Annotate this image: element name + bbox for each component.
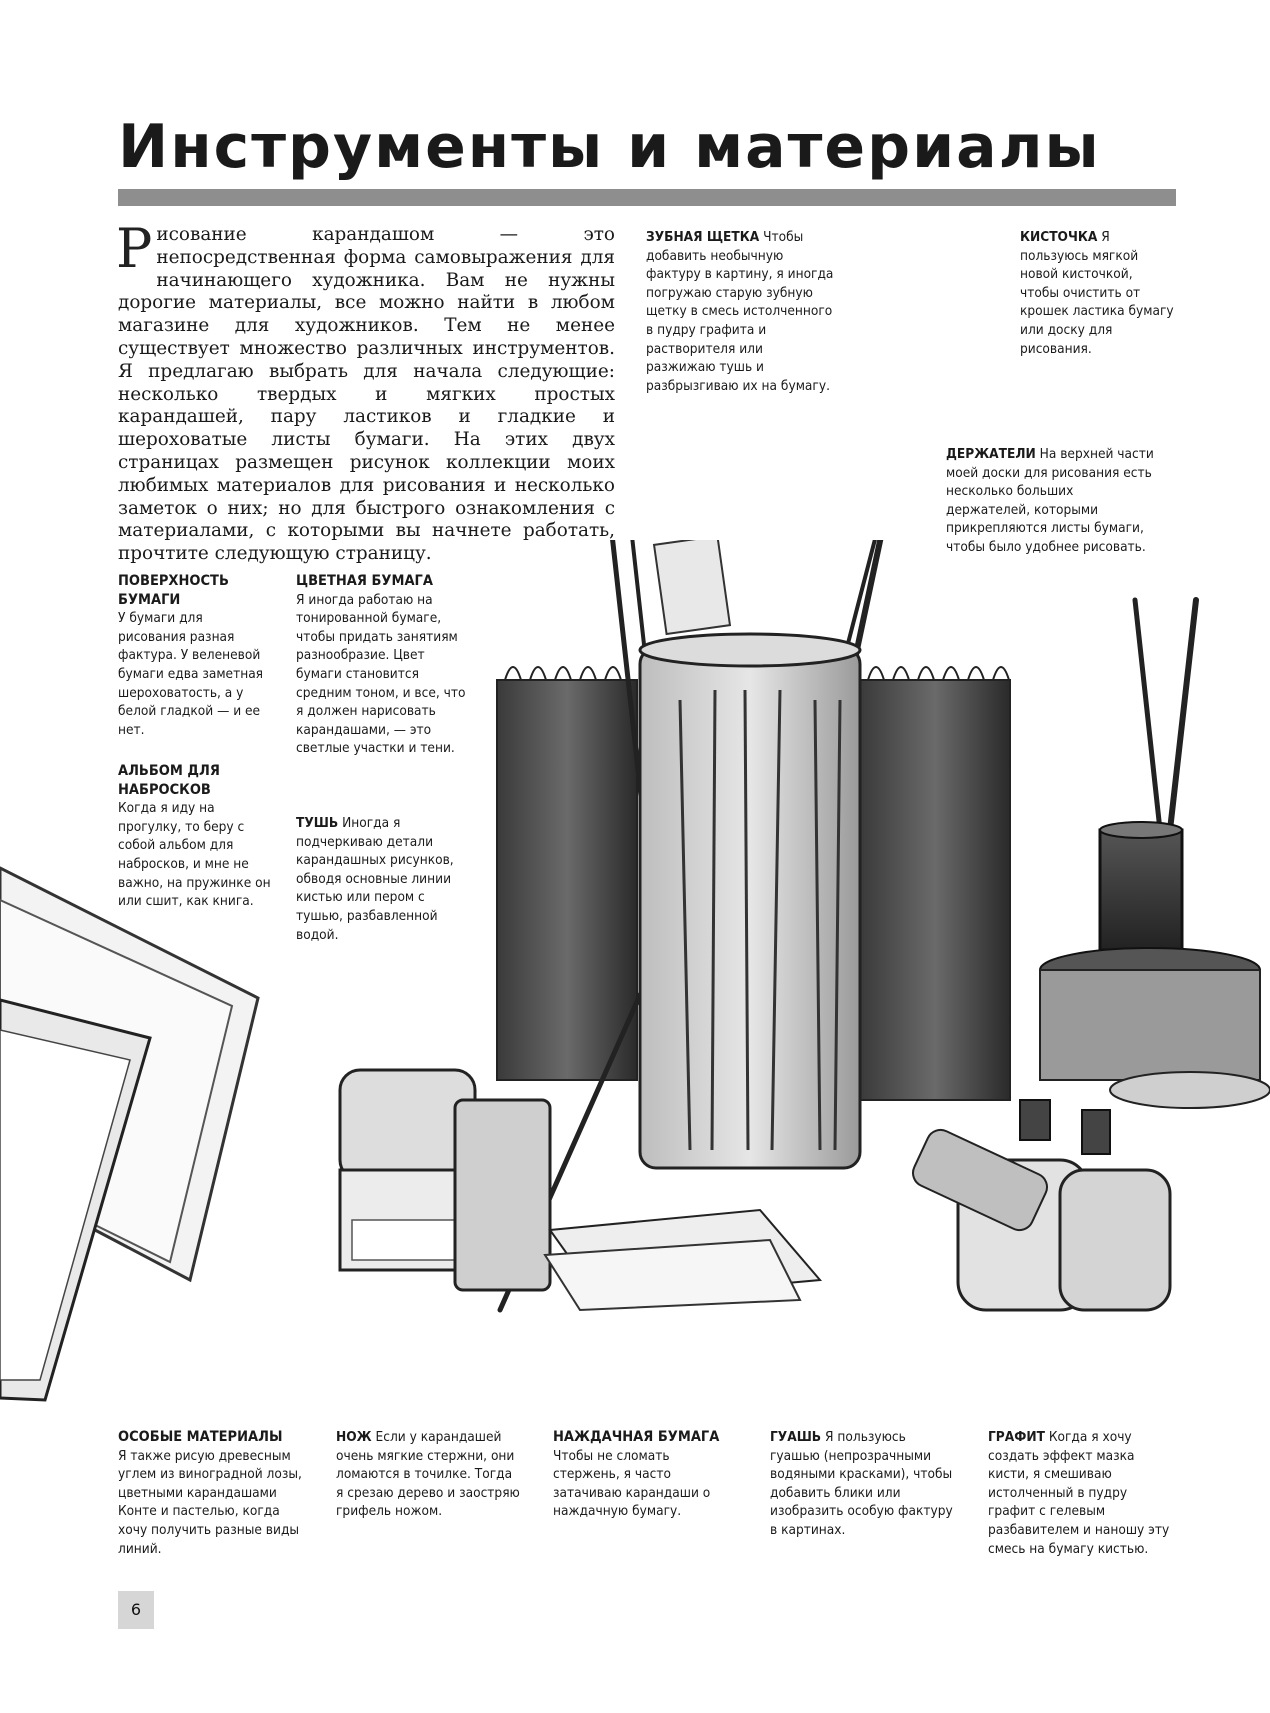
note-text: У бумаги для рисования разная фактура. У веленевой бумаги едва заметная шероховатость, а у белой гладкой — и ее нет.	[118, 610, 264, 738]
note-gouache	[770, 1428, 955, 1540]
note-heading: НОЖ	[336, 1429, 372, 1445]
note-graphite	[988, 1428, 1178, 1558]
note-heading: ГРАФИТ	[988, 1429, 1045, 1445]
note-text: Иногда я подчеркиваю детали карандашных рисунков, обводя основные линии кистью или пером с тушью, разбавленной водой.	[296, 815, 454, 943]
note-sandpaper	[553, 1428, 728, 1521]
note-toothbrush	[646, 228, 834, 395]
note-text: Если у карандашей очень мягкие стержни, они ломаются в точилке. Тогда я срезаю дерево и заостряю грифель ножом.	[336, 1429, 520, 1520]
sandpaper-drawing	[545, 1210, 820, 1310]
page-number: 6	[118, 1591, 154, 1629]
ink-bottle-drawing	[340, 1070, 550, 1290]
glass-jar-drawing	[640, 634, 860, 1168]
note-heading: АЛЬБОМ ДЛЯ НАБРОСКОВ	[118, 763, 220, 798]
note-heading: КИСТОЧКА	[1020, 229, 1098, 245]
title-rule	[118, 189, 1176, 206]
note-text: Чтобы не сломать стержень, я часто затачиваю карандаши о наждачную бумагу.	[553, 1447, 711, 1520]
note-surface	[118, 572, 268, 739]
intro-text: исование карандашом — это непосредственная форма самовыражения для начинающего художника. Вам не нужны дорогие материалы, все можно найти в любом магазине для художников. Тем не менее существует множество различных инструментов. Я предлагаю выбрать для начала следующие: несколько твердых и мягких простых карандашей, пару ластиков и гладкие и шероховатые листы бумаги. На этих двух страницах размещен рисунок коллекции моих любимых материалов для рисования и несколько заметок о них; но для быстрого ознакомления с материалами, с которыми вы начнете работать, прочтите следующую страницу.	[118, 224, 615, 565]
note-brush	[1020, 228, 1175, 358]
drop-cap: Р	[116, 217, 153, 280]
toothbrush-drawing	[654, 540, 730, 634]
note-text: Чтобы добавить необычную фактуру в картину, я иногда погружаю старую зубную щетку в смесь истолченного в пудру графита и растворителя или разжижаю тушь и разбрызгиваю их на бумагу.	[646, 229, 834, 394]
note-knife	[336, 1428, 521, 1521]
note-text: На верхней части моей доски для рисования есть несколько больших держателей, которыми прикрепляются листы бумаги, чтобы было удобнее рисовать.	[946, 446, 1154, 555]
note-heading: ЗУБНАЯ ЩЕТКА	[646, 229, 760, 245]
intro-paragraph	[116, 217, 615, 566]
note-text: Когда я иду на прогулку, то беру с собой альбом для набросков, и мне не важно, на пружинке он или сшит, как книга.	[118, 800, 271, 910]
note-sketchbook	[118, 762, 273, 911]
note-heading: ПОВЕРХНОСТЬ БУМАГИ	[118, 573, 229, 608]
note-text: Я также рисую древесным углем из виноградной лозы, цветными карандашами Конте и пастелью, когда хочу получить разные виды линий.	[118, 1447, 302, 1557]
note-text: Я иногда работаю на тонированной бумаге, чтобы придать занятиям разнообразие. Цвет бумаги становится средним тоном, и все, что я должен нарисовать карандашами, — это светлые участки и тени.	[296, 591, 466, 757]
sketchbook-drawing	[0, 868, 258, 1400]
pencil-cup-drawing	[1040, 822, 1270, 1108]
note-heading: ДЕРЖАТЕЛИ	[946, 446, 1036, 462]
note-text: Когда я хочу создать эффект мазка кисти, я смешиваю истолченный в пудру графит с гелевым разбавителем и наношу эту смесь на бумагу кистью.	[988, 1429, 1170, 1557]
page-title: Инструменты и материалы	[118, 112, 1101, 182]
note-text: Я пользуюсь мягкой новой кисточкой, чтобы очистить от крошек ластика бумагу или доску для рисования.	[1020, 229, 1174, 357]
note-heading: НАЖДАЧНАЯ БУМАГА	[553, 1429, 720, 1445]
note-ink	[296, 814, 461, 944]
note-heading: ГУАШЬ	[770, 1429, 822, 1445]
gouache-bottles-drawing	[908, 1100, 1170, 1310]
note-holders	[946, 445, 1161, 557]
note-heading: ОСОБЫЕ МАТЕРИАЛЫ	[118, 1429, 283, 1445]
note-special-materials	[118, 1428, 303, 1558]
note-colored-paper	[296, 572, 466, 758]
note-text: Я пользуюсь гуашью (непрозрачными водяными красками), чтобы добавить блики или изобразить особую фактуру в картинах.	[770, 1429, 953, 1538]
note-heading: ЦВЕТНАЯ БУМАГА	[296, 573, 433, 589]
note-heading: ТУШЬ	[296, 815, 339, 831]
